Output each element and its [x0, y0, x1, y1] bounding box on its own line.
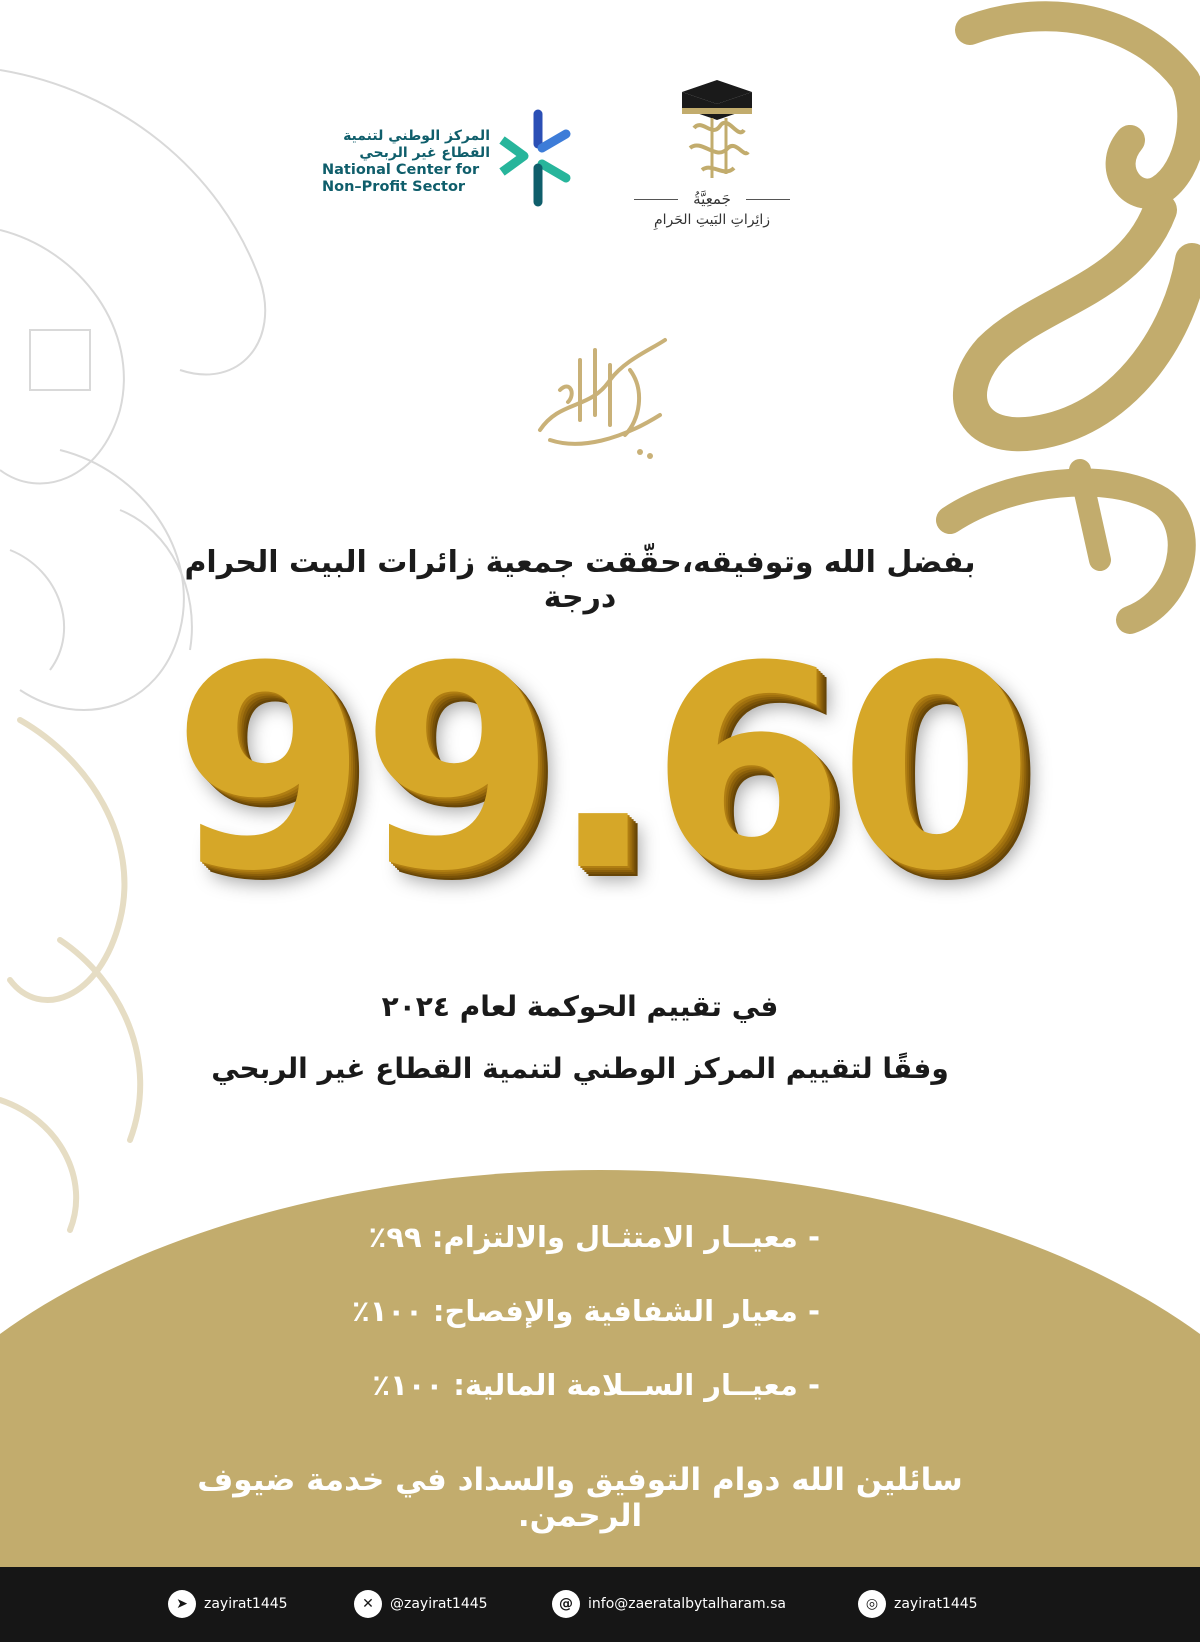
instagram-link[interactable] — [858, 1589, 978, 1619]
x-handle: @zayirat1445 — [390, 1596, 488, 1612]
x-link[interactable] — [354, 1589, 488, 1619]
closing-prayer-text: سائلين الله دوام التوفيق والسداد في خدمة ضيوف الرحمن. — [197, 1462, 963, 1534]
zbh-logo-line2: زائِراتِ البَيتِ الحَرامِ — [653, 212, 771, 228]
ncnp-english-line2: Non–Profit Sector — [322, 179, 466, 195]
email-address: info@zaeratalbytalharam.sa — [588, 1596, 786, 1612]
telegram-icon: ➤ — [168, 1590, 196, 1618]
at-icon: @ — [552, 1590, 580, 1618]
zbh-logo-line1: جَمعِيَّةُ — [693, 190, 731, 208]
x-icon: ✕ — [354, 1590, 382, 1618]
ncnp-logo — [318, 108, 578, 208]
governance-score: 99.60 — [172, 607, 1028, 933]
alhamdulillah-calligraphy-icon — [520, 320, 680, 470]
evaluation-text: في تقييم الحوكمة لعام ٢٠٢٤ — [381, 990, 779, 1023]
ncnp-arabic-line1: المركز الوطني لتنمية — [343, 128, 490, 144]
criterion-financial-safety: - معيــار الســلامة المالية: ١٠٠٪ — [372, 1368, 820, 1402]
criterion-transparency: - معيار الشفافية والإفصاح: ١٠٠٪ — [351, 1294, 820, 1328]
zbh-logo — [612, 78, 812, 238]
instagram-icon: ◎ — [858, 1590, 886, 1618]
telegram-link[interactable] — [168, 1589, 288, 1619]
social-footer — [0, 1567, 1200, 1642]
intro-text: بفضل الله وتوفيقه،حقّقت جمعية زائرات البيت الحرام درجة — [184, 545, 976, 615]
ncnp-logo-text — [318, 128, 490, 196]
instagram-handle: zayirat1445 — [894, 1596, 978, 1612]
ncnp-english-line1: National Center for — [322, 162, 480, 178]
ncnp-arabic-line2: القطاع غير الربحي — [359, 145, 490, 161]
kaaba-icon — [672, 78, 762, 188]
according-to-text: وفقًا لتقييم المركز الوطني لتنمية القطاع غير الربحي — [211, 1052, 949, 1085]
ncnp-mark-icon — [494, 108, 578, 208]
criterion-compliance: - معيــار الامتثـال والالتزام: ٩٩٪ — [368, 1220, 820, 1254]
telegram-handle: zayirat1445 — [204, 1596, 288, 1612]
email-link[interactable] — [552, 1589, 786, 1619]
